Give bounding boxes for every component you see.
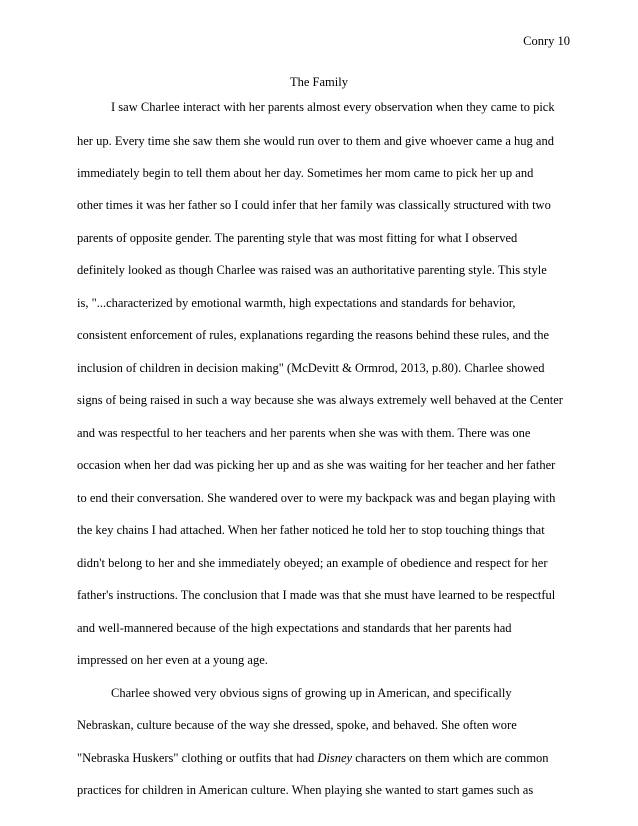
paragraph-line: Charlee showed very obvious signs of growing up in American, and specifically (111, 686, 512, 700)
page-header-number: Conry 10 (523, 34, 570, 48)
paragraph-line: and was respectful to her teachers and her parents when she was with them. There was one (77, 426, 531, 440)
paragraph-line: consistent enforcement of rules, explanations regarding the reasons behind these rules, and the (77, 328, 550, 342)
line-text: characters on them which are common (352, 751, 549, 765)
paragraph-line: signs of being raised in such a way because she was always extremely well behaved at the Center (77, 393, 563, 407)
line-text: "Nebraska Huskers" clothing or outfits that had (77, 751, 318, 765)
paragraph-line: is, "...characterized by emotional warmth, high expectations and standards for behavior, (77, 296, 516, 310)
paragraph-line: and well-mannered because of the high expectations and standards that her parents had (77, 621, 512, 635)
paragraph-line: father's instructions. The conclusion that I made was that she must have learned to be respectful (77, 588, 556, 602)
paragraph-line: to end their conversation. She wandered over to were my backpack was and began playing with (77, 491, 556, 505)
section-title: The Family (290, 75, 348, 89)
paragraph-line: Nebraskan, culture because of the way she dressed, spoke, and behaved. She often wore (77, 718, 517, 732)
paragraph-line: her up. Every time she saw them she would run over to them and give whoever came a hug and (77, 134, 554, 148)
paragraph-line: immediately begin to tell them about her day. Sometimes her mom came to pick her up and (77, 166, 534, 180)
paragraph-line: occasion when her dad was picking her up and as she was waiting for her teacher and her father (77, 458, 556, 472)
paragraph-line: didn't belong to her and she immediately obeyed; an example of obedience and respect for her (77, 556, 548, 570)
emphasis-text: Disney (317, 751, 353, 765)
paragraph-line: I saw Charlee interact with her parents almost every observation when they came to pick (111, 100, 555, 114)
paragraph-line: definitely looked as though Charlee was raised was an authoritative parenting style. This style (77, 263, 547, 277)
paragraph-line: practices for children in American culture. When playing she wanted to start games such as (77, 783, 534, 797)
paragraph-line: inclusion of children in decision making" (McDevitt & Ormrod, 2013, p.80). Charlee showed (77, 361, 545, 375)
paragraph-line: parents of opposite gender. The parenting style that was most fitting for what I observed (77, 231, 518, 245)
paragraph-line (77, 750, 563, 766)
paragraph-line: impressed on her even at a young age. (77, 653, 268, 667)
paragraph-line: other times it was her father so I could infer that her family was classically structured with two (77, 198, 551, 212)
paragraph-line: the key chains I had attached. When her father noticed he told her to stop touching things that (77, 523, 545, 537)
